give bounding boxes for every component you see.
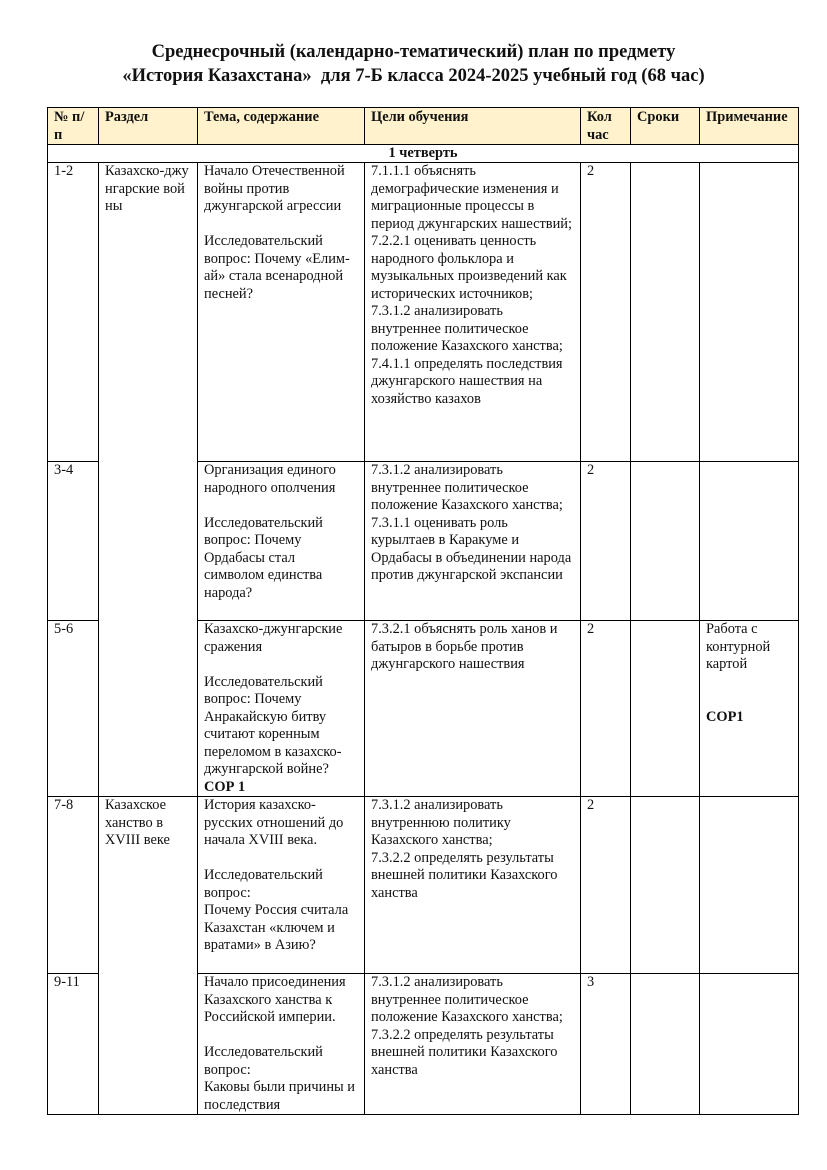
goal-item: 7.3.1.2 анализировать внутреннее политическое положение Казахского ханства; — [371, 462, 563, 513]
goal-item: 7.3.2.2 определять результаты внешней политики Казахского ханства — [371, 849, 558, 901]
topic-text: Казахско-джунгарские сражения — [204, 621, 343, 655]
topic-text: История казахско-русских отношений до начала XVIII века. — [204, 797, 344, 848]
dates-cell — [631, 621, 700, 797]
topic-cell — [198, 163, 365, 462]
note-cell — [700, 163, 799, 462]
plan-table — [47, 107, 799, 1115]
goals-cell — [365, 462, 581, 621]
dates-cell — [631, 462, 700, 621]
research-question: Почему Россия считала Казахстан «ключем и вратами» в Азию? — [204, 902, 349, 953]
col-header-dates: Сроки — [631, 108, 700, 145]
col-header-goals: Цели обучения — [365, 108, 581, 145]
note-cell — [700, 797, 799, 974]
title-line-1: Среднесрочный (календарно-тематический) план по предмету — [151, 42, 676, 62]
note-cell — [700, 621, 799, 797]
research-question: Каковы были причины и последствия — [204, 1079, 355, 1113]
topic-cell — [198, 797, 365, 974]
hours-cell: 2 — [581, 462, 631, 621]
topic-cell — [198, 974, 365, 1115]
quarter-row — [48, 145, 799, 163]
note-text: Работа с контурной картой — [706, 621, 771, 672]
goal-item: 7.4.1.1 определять последствия джунгарского нашествия на хозяйство казахов — [371, 355, 563, 407]
goals-cell — [365, 974, 581, 1115]
research-question-label: Исследовательский вопрос: — [204, 1044, 323, 1078]
topic-cell — [198, 462, 365, 621]
col-header-section: Раздел — [99, 108, 198, 145]
col-header-hours: Кол час — [581, 108, 631, 145]
note-assessment: СОР1 — [706, 708, 744, 725]
research-question: Исследовательский вопрос: Почему «Елим-ай» стала всенародной песней? — [204, 233, 350, 302]
goal-item: 7.3.2.1 объяснять роль ханов и батыров в борьбе против джунгарского нашествия — [371, 621, 558, 672]
note-cell — [700, 462, 799, 621]
hours-cell: 2 — [581, 621, 631, 797]
table-row — [48, 797, 799, 974]
research-question: Исследовательский вопрос: Почему Ордабасы стал символом единства народа? — [204, 514, 323, 601]
row-number: 7-8 — [48, 797, 99, 974]
topic-cell — [198, 621, 365, 797]
section-cell: Казахско-джунгарские войны — [99, 163, 198, 797]
quarter-label: 1 четверть — [48, 145, 799, 163]
hours-cell: 2 — [581, 797, 631, 974]
goal-item: 7.3.2.2 определять результаты внешней политики Казахского ханства — [371, 1026, 558, 1078]
research-question: Исследовательский вопрос: Почему Анракайскую битву считают коренным переломом в казахско-джунгарской войне? — [204, 673, 342, 777]
goal-item: 7.3.1.1 оценивать роль курылтаев в Каракуме и Ордабасы в объединении народа против джунгарской экспансии — [371, 514, 572, 583]
goal-item: 7.3.1.2 анализировать внутреннее политическое положение Казахского ханства; — [371, 303, 563, 354]
section-cell: Казахское ханство в XVIII веке — [99, 797, 198, 1115]
table-row — [48, 163, 799, 462]
hours-cell: 3 — [581, 974, 631, 1115]
hours-cell: 2 — [581, 163, 631, 462]
title-line-2: «История Казахстана» для 7-Б класса 2024-2025 учебный год (68 час) — [122, 66, 705, 86]
col-header-number: № п/п — [48, 108, 99, 145]
row-number: 1-2 — [48, 163, 99, 462]
topic-text: Организация единого народного ополчения — [204, 462, 336, 496]
row-number: 9-11 — [48, 974, 99, 1115]
goals-cell — [365, 621, 581, 797]
col-header-topic: Тема, содержание — [198, 108, 365, 145]
document-title — [0, 40, 827, 88]
row-number: 3-4 — [48, 462, 99, 621]
research-question-label: Исследовательский вопрос: — [204, 867, 323, 901]
goal-item: 7.2.2.1 оценивать ценность народного фольклора и музыкальных произведений как исторических источников; — [371, 233, 567, 302]
dates-cell — [631, 974, 700, 1115]
table-header-row — [48, 108, 799, 145]
note-cell — [700, 974, 799, 1115]
col-header-notes: Примечание — [700, 108, 799, 145]
goals-cell — [365, 797, 581, 974]
goal-item: 7.1.1.1 объяснять демографические изменения и миграционные процессы в период джунгарских нашествий; — [371, 163, 572, 232]
goal-item: 7.3.1.2 анализировать внутреннюю политику Казахского ханства; — [371, 797, 511, 848]
goal-item: 7.3.1.2 анализировать внутреннее политическое положение Казахского ханства; — [371, 974, 563, 1025]
dates-cell — [631, 163, 700, 462]
topic-text: Начало Отечественной войны против джунгарской агрессии — [204, 163, 345, 214]
dates-cell — [631, 797, 700, 974]
goals-cell — [365, 163, 581, 462]
assessment-label: СОР 1 — [204, 778, 246, 795]
topic-text: Начало присоединения Казахского ханства к Российской империи. — [204, 974, 346, 1025]
row-number: 5-6 — [48, 621, 99, 797]
